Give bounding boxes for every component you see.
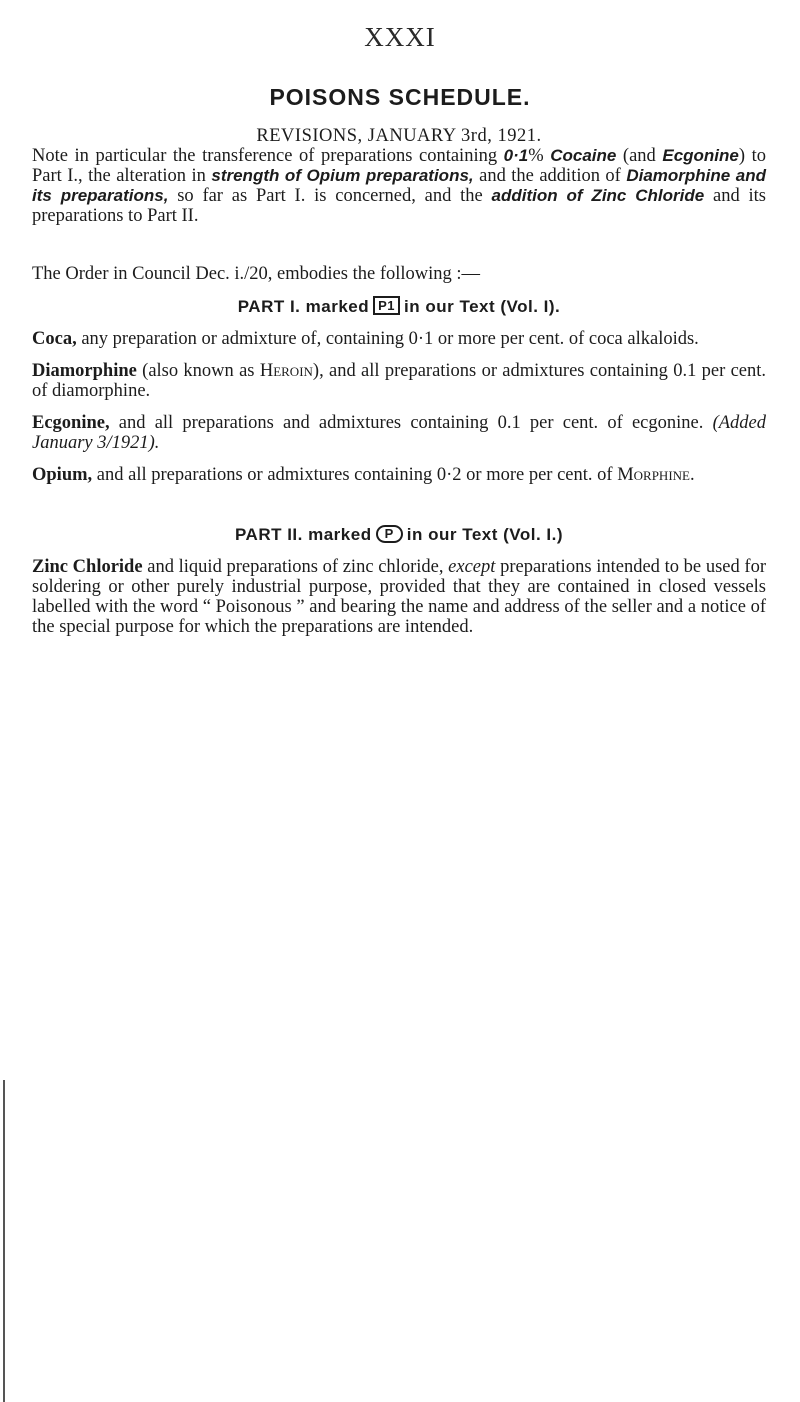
entry-name: Diamorphine xyxy=(32,361,137,381)
page-edge-line xyxy=(3,1080,5,1402)
entry-italic: except xyxy=(448,557,496,577)
entry-ecgonine xyxy=(32,413,766,453)
note-highlight: strength of Opium preparations, xyxy=(211,166,474,185)
note-text: (and xyxy=(616,146,663,166)
p-mark-icon: P xyxy=(376,525,403,543)
entry-text: preparations intended to be used for soldering or other purely industrial purpose, provided that they are contained in closed vessels labelled with the word “ Poisonous ” and bearing the name and address of the seller and a notice of the special purpose for which the preparations are intended. xyxy=(32,557,766,637)
entry-zinc-chloride xyxy=(32,557,766,637)
revision-note xyxy=(32,146,766,226)
note-highlight: addition of Zinc Chloride xyxy=(491,186,705,205)
entry-name: Coca, xyxy=(32,329,77,349)
entry-smallcaps: Heroin xyxy=(259,361,313,381)
note-text: and its preparations to Part II. xyxy=(32,186,766,226)
entry-name: Zinc Chloride xyxy=(32,557,143,577)
page-title: POISONS SCHEDULE. xyxy=(269,84,531,110)
page-number: XXXI xyxy=(364,22,436,52)
document-body xyxy=(32,126,766,637)
entry-text: and liquid preparations of zinc chloride, xyxy=(142,557,449,577)
entry-opium xyxy=(32,465,766,485)
note-text: so far as Part I. is concerned, and the xyxy=(168,186,492,206)
entry-diamorphine xyxy=(32,361,766,401)
part-1-heading-b: in our Text (Vol. I). xyxy=(404,297,561,316)
part-2-heading-b: in our Text (Vol. I.) xyxy=(406,525,564,544)
entry-smallcaps: Morphine. xyxy=(617,465,695,485)
entry-italic: (Added January 3/1921). xyxy=(32,413,766,453)
note-text: and the addition of xyxy=(473,166,627,186)
p1-mark-icon: P1 xyxy=(373,296,400,315)
revisions-heading: REVISIONS, JANUARY 3rd, 1921. xyxy=(256,126,542,146)
entry-text: ), and all preparations or admixtures containing 0.1 per cent. of diamorphine. xyxy=(32,361,767,401)
note-highlight: Cocaine xyxy=(550,146,617,165)
entry-text: and all preparations and admixtures containing 0.1 per cent. of ecgonine. xyxy=(109,413,713,433)
entry-name: Opium, xyxy=(32,465,93,485)
note-text: ) to Part I., the alteration in xyxy=(32,146,766,186)
order-intro: The Order in Council Dec. i./20, embodies the following :— xyxy=(32,264,481,284)
part-1-heading-a: PART I. marked xyxy=(237,297,370,316)
part-2-heading xyxy=(32,525,766,545)
note-highlight: 0·1 xyxy=(503,146,529,165)
part-2-heading-a: PART II. marked xyxy=(234,525,372,544)
entry-coca xyxy=(32,329,766,349)
note-text: Note in particular the transference of preparations containing xyxy=(32,146,504,166)
note-highlight: Diamorphine and its preparations, xyxy=(32,166,766,205)
entry-text: any preparation or admixture of, containing 0·1 or more per cent. of coca alkaloids. xyxy=(76,329,699,349)
part-1-heading xyxy=(32,296,766,317)
note-text: % xyxy=(528,146,551,166)
entry-name: Ecgonine, xyxy=(32,413,110,433)
note-highlight: Ecgonine xyxy=(662,146,739,165)
entry-text: (also known as xyxy=(136,361,260,381)
entry-text: and all preparations or admixtures containing 0·2 or more per cent. of xyxy=(92,465,618,485)
